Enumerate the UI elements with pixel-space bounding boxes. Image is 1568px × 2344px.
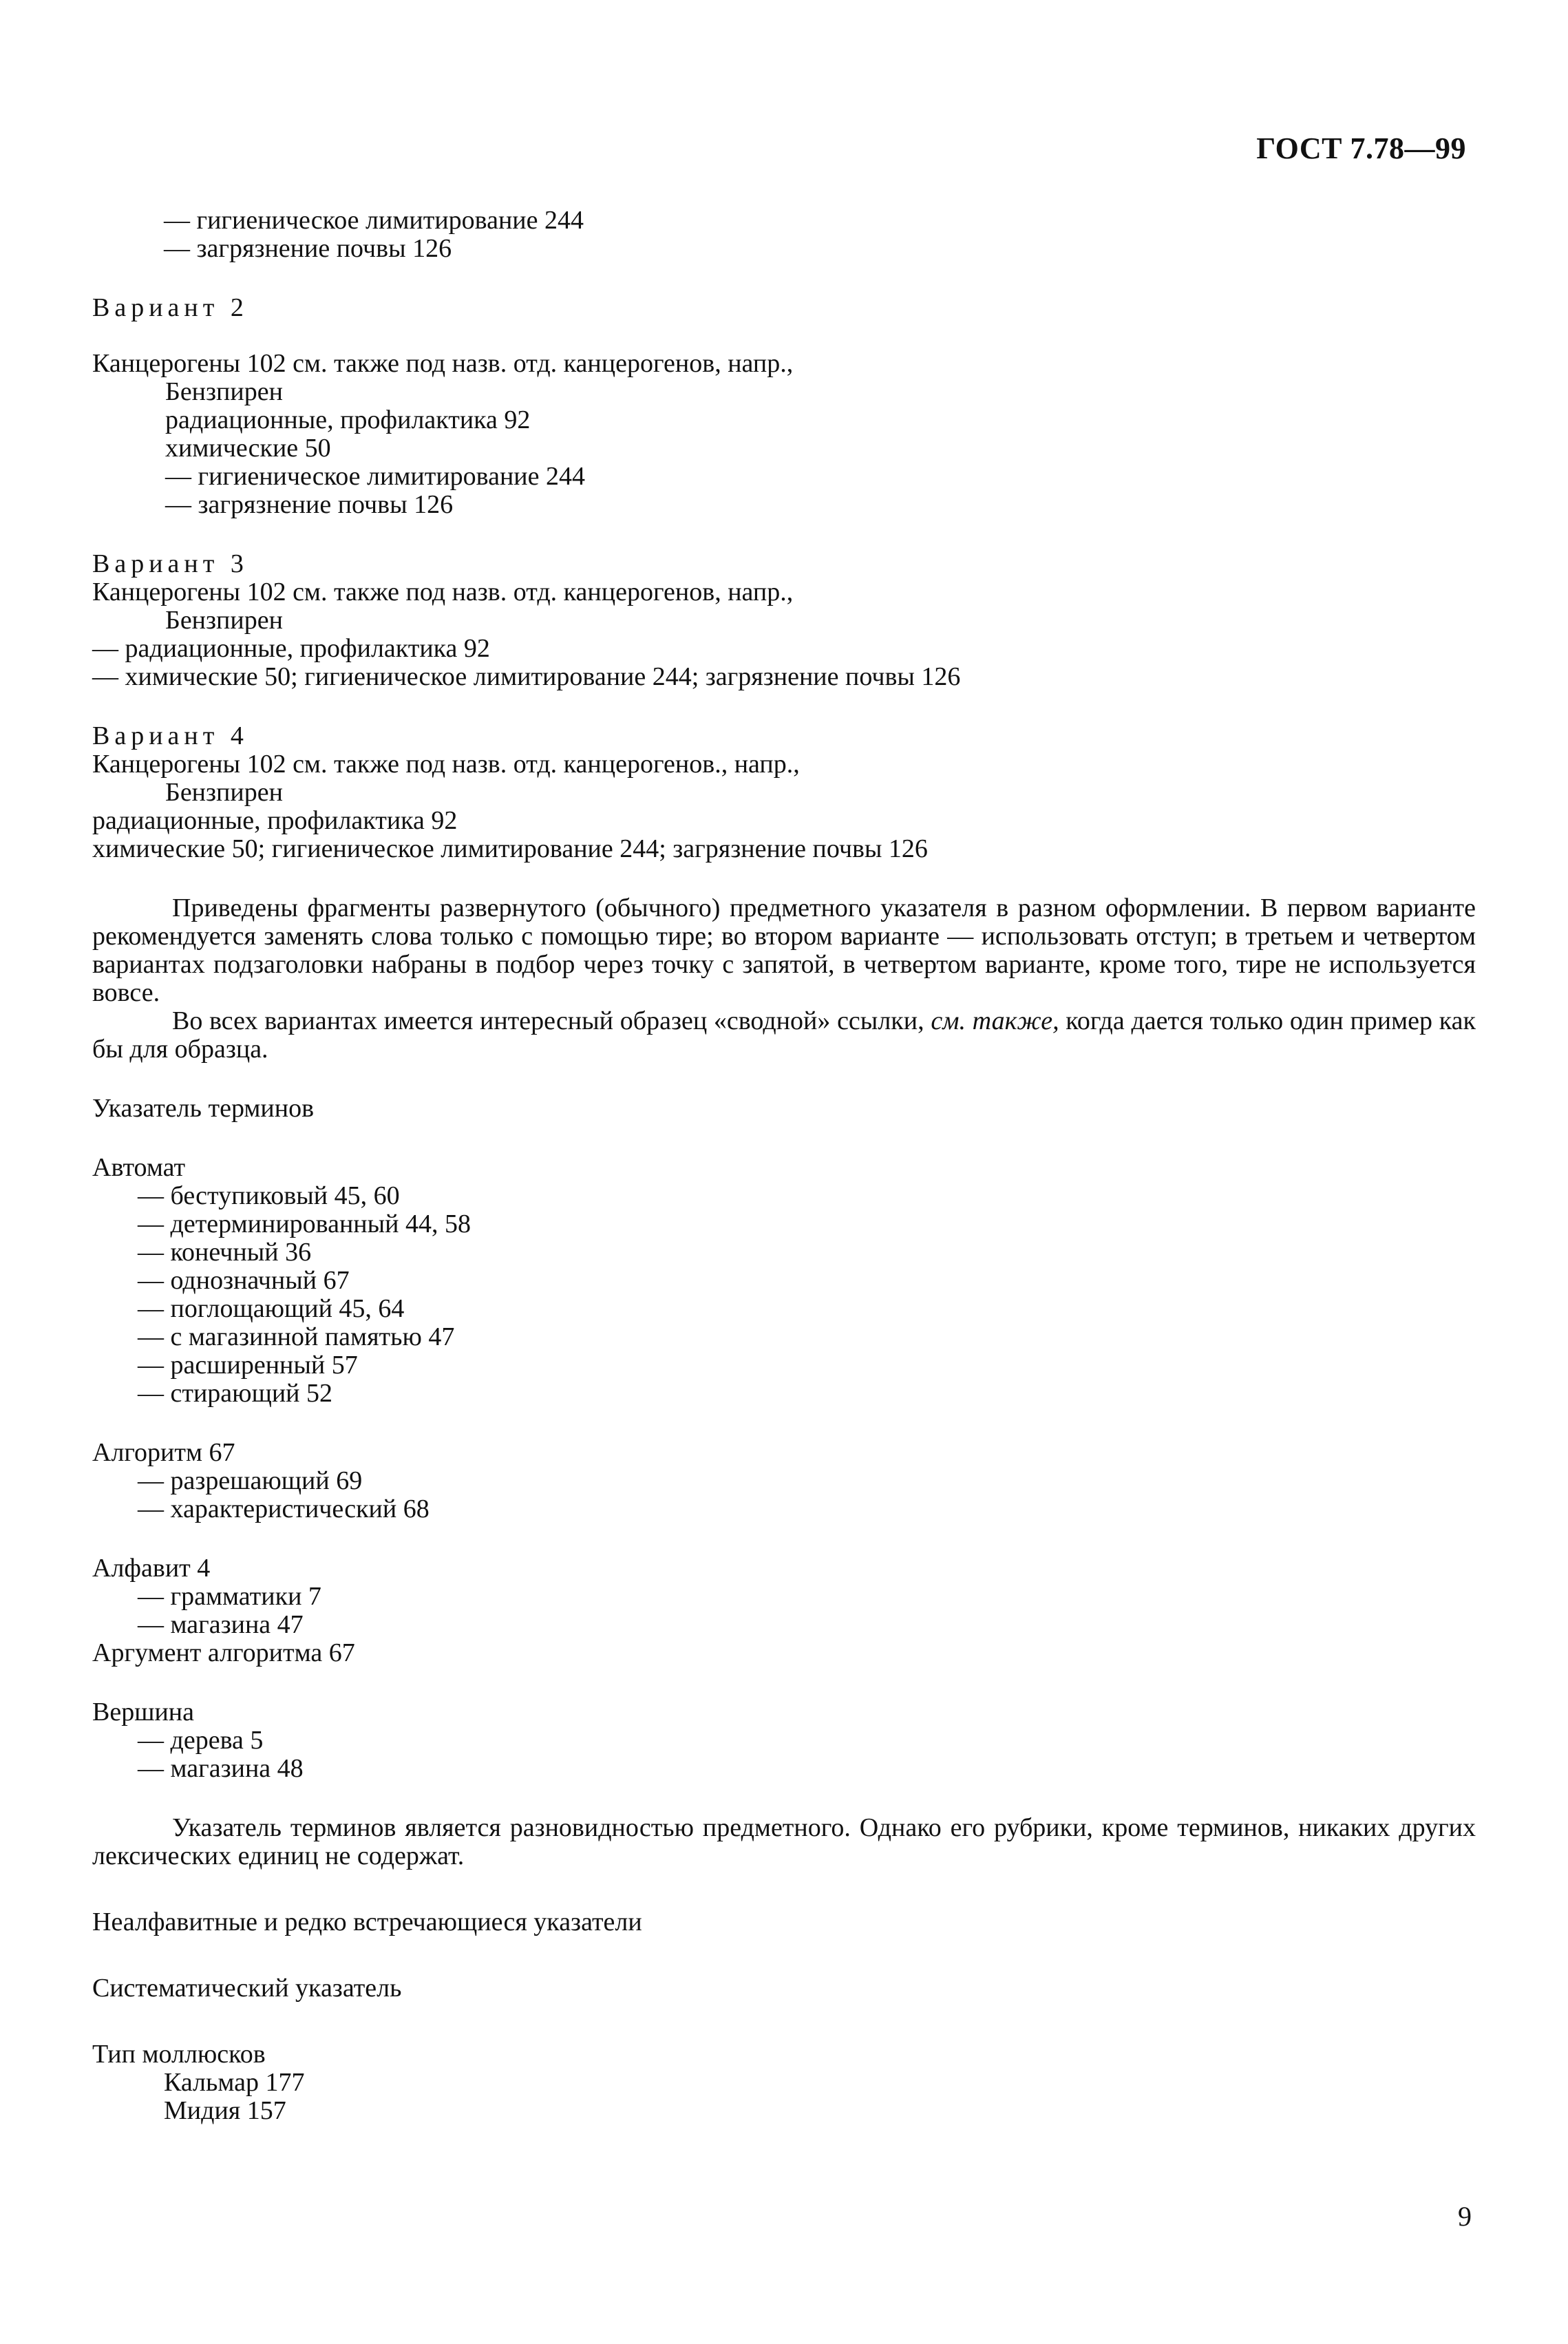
- index-continuation: Бензпирен: [165, 377, 283, 406]
- index-entry: Канцерогены 102 см. также под назв. отд. канцерогенов., напр.,: [92, 750, 800, 779]
- index-subentry: — загрязнение почвы 126: [165, 490, 454, 519]
- index-subentry: — магазина 47: [138, 1610, 304, 1639]
- paragraph-terms-index-explanation: Указатель терминов является разновидностью предметного. Однако его рубрики, кроме терминов, никаких других лексических единиц не содержат.: [92, 1813, 1476, 1870]
- italic-reference: см. также,: [931, 1006, 1059, 1035]
- index-subentry: химические 50; гигиеническое лимитирование 244; загрязнение почвы 126: [92, 834, 928, 863]
- variant-heading: Вариант 3: [92, 549, 248, 578]
- index-subentry: — магазина 48: [138, 1754, 304, 1783]
- index-subentry: Кальмар 177: [164, 2068, 305, 2097]
- index-subentry: — радиационные, профилактика 92: [92, 634, 490, 663]
- index-subentry: химические 50: [165, 434, 331, 463]
- section-title-terms-index: Указатель терминов: [92, 1094, 315, 1123]
- index-entry: Алфавит 4: [92, 1554, 211, 1583]
- variant4-block: [92, 722, 1476, 863]
- entry-vershina: [92, 1698, 1476, 1783]
- index-continuation: Бензпирен: [165, 778, 283, 807]
- index-subentry: — однозначный 67: [138, 1266, 350, 1295]
- variant3-block: [92, 550, 1476, 691]
- index-entry: Канцерогены 102 см. также под назв. отд. канцерогенов, напр.,: [92, 349, 794, 378]
- index-entry: Автомат: [92, 1153, 186, 1182]
- index-entry: Тип моллюсков: [92, 2040, 266, 2069]
- entry-mollusks: [92, 2040, 1476, 2125]
- index-subentry: — с магазинной памятью 47: [138, 1322, 455, 1351]
- index-entry: Канцерогены 102 см. также под назв. отд. канцерогенов, напр.,: [92, 578, 794, 606]
- index-subentry: — стирающий 52: [138, 1379, 332, 1408]
- entry-alfavit: [92, 1554, 1476, 1667]
- section-title-systematic-index: Систематический указатель: [92, 1974, 402, 2003]
- index-subentry: — гигиеническое лимитирование 244: [165, 462, 586, 491]
- index-continuation: Бензпирен: [165, 606, 283, 635]
- index-subentry: — поглощающий 45, 64: [138, 1294, 405, 1323]
- index-subentry: — характеристический 68: [138, 1495, 430, 1523]
- variant-heading: Вариант 4: [92, 721, 248, 750]
- section-title-nonalphabetic: Неалфавитные и редко встречающиеся указатели: [92, 1908, 642, 1936]
- index-subentry: — грамматики 7: [138, 1582, 321, 1611]
- index-subentry: — загрязнение почвы 126: [164, 234, 452, 263]
- index-subentry: — конечный 36: [138, 1238, 312, 1267]
- index-entry: Аргумент алгоритма 67: [92, 1638, 355, 1667]
- document-code: ГОСТ 7.78—99: [1256, 131, 1466, 165]
- entry-algoritm: [92, 1439, 1476, 1523]
- entry-avtomat: [92, 1154, 1476, 1408]
- variant2-block: [92, 294, 1476, 519]
- index-subentry: — беступиковый 45, 60: [138, 1181, 400, 1210]
- index-subentry: — расширенный 57: [138, 1351, 358, 1380]
- index-subentry: Мидия 157: [164, 2096, 286, 2125]
- variant-heading: Вариант 2: [92, 293, 248, 322]
- index-entry: Вершина: [92, 1698, 195, 1727]
- index-subentry: — разрешающий 69: [138, 1466, 363, 1495]
- variant1-tail: [92, 207, 1476, 263]
- index-subentry: — химические 50; гигиеническое лимитирование 244; загрязнение почвы 126: [92, 662, 961, 691]
- paragraph-variants-explanation: Приведены фрагменты развернутого (обычного) предметного указателя в разном оформлении. В первом варианте рекомендуется заменять слова только с помощью тире; во втором варианте — использовать отступ; в третьем и четвертом вариантах подзаголовки набраны в подбор через точку с запятой, в четвертом варианте, кроме того, тире не используется вовсе.: [92, 894, 1476, 1007]
- paragraph-summary-reference: Во всех вариантах имеется интересный образец «сводной» ссылки, см. также, когда дается только один пример как бы для образца.: [92, 1006, 1476, 1064]
- index-subentry: радиационные, профилактика 92: [165, 405, 531, 434]
- page-number: 9: [1458, 2201, 1472, 2232]
- index-subentry: — детерминированный 44, 58: [138, 1210, 471, 1238]
- index-entry: Алгоритм 67: [92, 1438, 235, 1467]
- page-content: [92, 207, 1476, 2125]
- index-subentry: радиационные, профилактика 92: [92, 806, 458, 835]
- index-subentry: — гигиеническое лимитирование 244: [164, 206, 584, 235]
- index-subentry: — дерева 5: [138, 1726, 264, 1755]
